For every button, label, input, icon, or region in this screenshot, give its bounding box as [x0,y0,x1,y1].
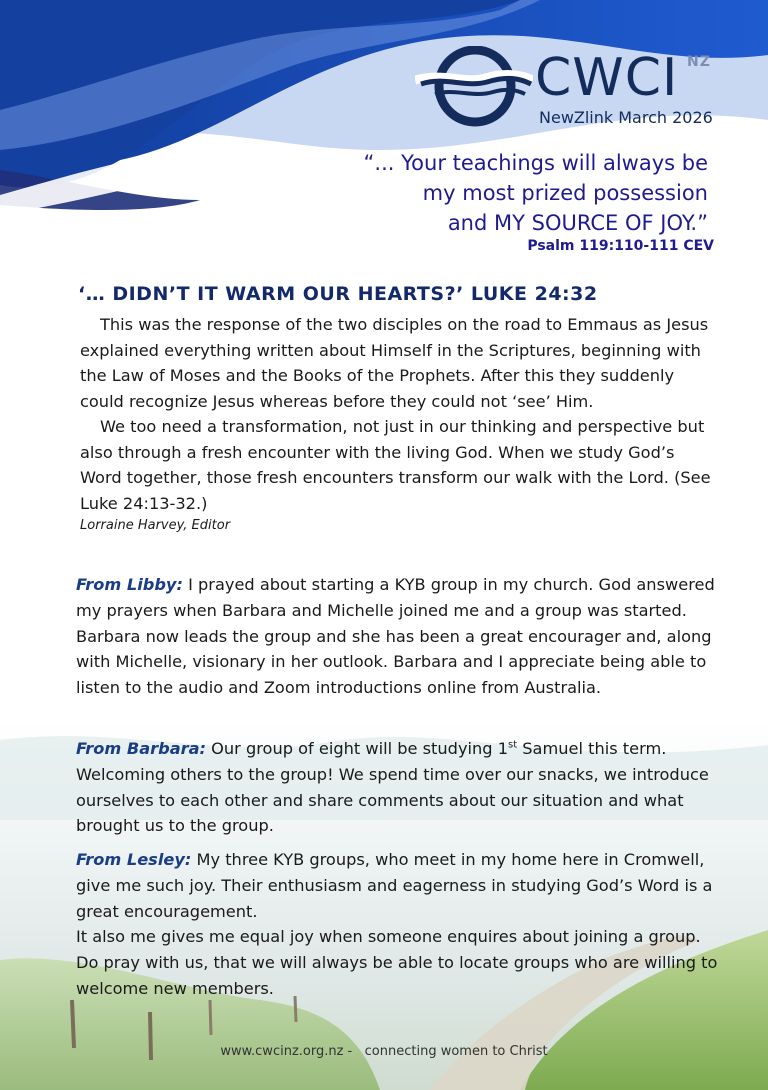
testimonial-text-cont: Samuel this term. Welcoming others to the group! We spend time over our snacks, we introduce ourselves to each other and share comments about our situation and what brought us to the group. [76,739,709,836]
quote-line-2: my most prized possession [422,181,708,205]
fence-post [210,1000,211,1035]
testimonial-barbara [76,736,726,839]
cwci-logo [415,46,715,130]
editorial-paragraph-1: This was the response of the two disciples on the road to Emmaus as Jesus explained everything written about Himself in the Scriptures, beginning with the Law of Moses and the Books of the Prophets. After this they suddenly could recognize Jesus whereas before they could not ‘see’ Him. [80,315,709,411]
footer-separator: - [343,1044,365,1059]
testimonial-author: From Barbara: [76,739,207,758]
testimonial-lesley [76,847,726,1002]
footer-website-link[interactable]: www.cwcinz.org.nz [220,1044,344,1059]
fence-post [72,1000,74,1048]
logo-emblem-icon [415,46,533,130]
testimonial-libby [76,572,726,701]
editor-signature: Lorraine Harvey, Editor [80,518,231,533]
testimonial-author: From Lesley: [76,850,192,869]
newsletter-edition: NewZlink March 2026 [539,108,713,127]
quote-line-3: and MY SOURCE OF JOY.” [447,211,708,235]
testimonial-author: From Libby: [76,575,183,594]
editorial-body [80,312,720,536]
testimonial-text: Our group of eight will be studying 1 [206,739,508,758]
article-heading: ‘… DIDN’T IT WARM OUR HEARTS?’ LUKE 24:32 [78,283,598,305]
logo-wordmark: CWCI [535,48,679,108]
logo-country-badge: NZ [687,54,711,70]
editorial-paragraph-2: We too need a transformation, not just in our thinking and perspective but also through a fresh encounter with the living God. When we study God’s Word together, those fresh encounters transform our walk with the Lord. (See Luke 24:13-32.) [80,417,711,513]
testimonial-text-cont: It also me gives me equal joy when someone enquires about joining a group. Do pray with us, that we will always be able to locate groups who are willing to welcome new members. [76,927,718,998]
testimonial-text: My three KYB groups, who meet in my home here in Cromwell, give me such joy. Their enthusiasm and eagerness in studying God’s Word is a great encouragement. [76,850,713,921]
scripture-reference: Psalm 119:110-111 CEV [527,238,714,254]
footer-tagline: connecting women to Christ [364,1044,548,1059]
page-footer [0,1044,768,1059]
ordinal-suffix: st [508,739,518,751]
scripture-quote [364,148,708,238]
testimonial-text: I prayed about starting a KYB group in my church. God answered my prayers when Barbara and Michelle joined me and a group was started. Barbara now leads the group and she has been a great encourager and, along with Michelle, visionary in her outlook. Barbara and I appreciate being able to listen to the audio and Zoom introductions online from Australia. [76,575,715,698]
quote-line-1: “... Your teachings will always be [363,151,708,175]
